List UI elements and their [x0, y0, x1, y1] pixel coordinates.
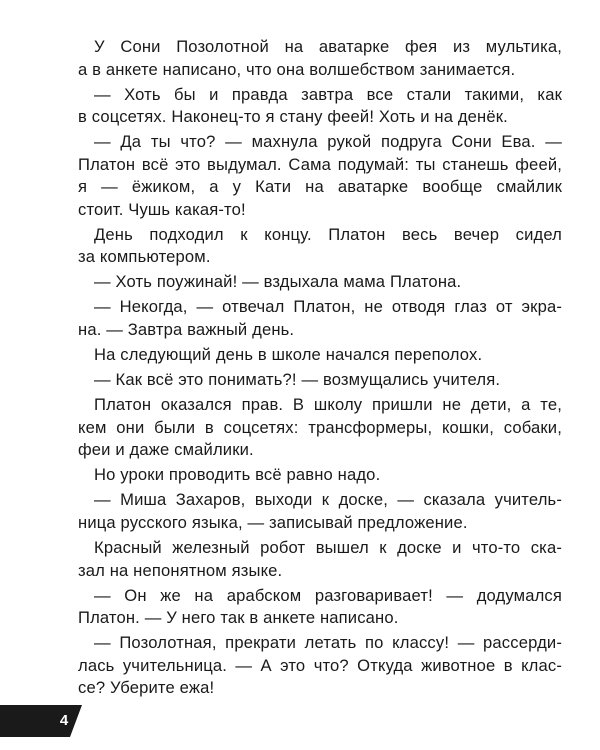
text-line: на. — Завтра важный день.: [78, 319, 295, 339]
paragraph: [78, 224, 562, 269]
text-line: в соцсетях. Наконец-то я стану феей! Хоть и на денёк.: [78, 107, 508, 127]
text-line: я — ёжиком, а у Кати на аватарке вообще смайлик: [78, 177, 562, 197]
text-line: а в анкете написано, что она волшебством занимается.: [78, 59, 516, 79]
text-line: — Миша Захаров, выходи к доске, — сказала учитель-: [94, 490, 562, 510]
text-line: Платон всё это выдумал. Сама подумай: ты станешь феей,: [78, 154, 562, 174]
text-line: за компьютером.: [78, 247, 211, 267]
text-line: Но уроки проводить всё равно надо.: [94, 465, 381, 485]
text-line: — Некогда, — отвечал Платон, не отводя глаз от экра-: [94, 297, 562, 317]
text-line: ница русского языка, — записывай предложение.: [78, 512, 468, 532]
text-line: — Хоть бы и правда завтра все стали такими, как: [94, 84, 562, 104]
text-line: — Хоть поужинай! — вздыхала мама Платона.: [94, 272, 462, 292]
paragraph: [78, 632, 562, 700]
paragraph: [78, 464, 562, 487]
text-line: Красный железный робот вышел к доске и что-то ска-: [94, 538, 562, 558]
text-line: День подходил к концу. Платон весь вечер сидел: [94, 224, 562, 244]
text-line: — Он же на арабском разговаривает! — додумался: [94, 585, 562, 605]
paragraph: [78, 84, 562, 129]
paragraph: [78, 344, 562, 367]
text-line: — Как всё это понимать?! — возмущались учителя.: [94, 370, 501, 390]
paragraph: [78, 369, 562, 392]
text-line: На следующий день в школе начался переполох.: [94, 345, 483, 365]
text-line: се? Уберите ежа!: [78, 678, 215, 698]
page-number-tab: [0, 705, 82, 737]
text-line: — Да ты что? — махнула рукой подруга Сони Ева. —: [94, 132, 562, 152]
text-line: стоит. Чушь какая-то!: [78, 199, 246, 219]
paragraph: [78, 489, 562, 534]
text-line: зал на непонятном языке.: [78, 560, 283, 580]
text-line: Платон. — У него так в анкете написано.: [78, 608, 399, 628]
paragraph: [78, 585, 562, 630]
text-line: Платон оказался прав. В школу пришли не дети, а те,: [94, 395, 562, 415]
text-line: — Позолотная, прекрати летать по классу! — рассерди-: [94, 633, 562, 653]
text-line: феи и даже смайлики.: [78, 440, 254, 460]
paragraph: [78, 36, 562, 81]
paragraph: [78, 131, 562, 221]
page-number: 4: [59, 712, 69, 729]
paragraph: [78, 537, 562, 582]
text-line: У Сони Позолотной на аватарке фея из мультика,: [94, 37, 562, 56]
text-line: лась учительница. — А это что? Откуда животное в клас-: [78, 655, 562, 675]
paragraph: [78, 394, 562, 462]
text-line: кем они были в соцсетях: трансформеры, кошки, собаки,: [78, 417, 562, 437]
paragraph: [78, 296, 562, 341]
paragraph: [78, 271, 562, 294]
story-text: [78, 36, 562, 702]
